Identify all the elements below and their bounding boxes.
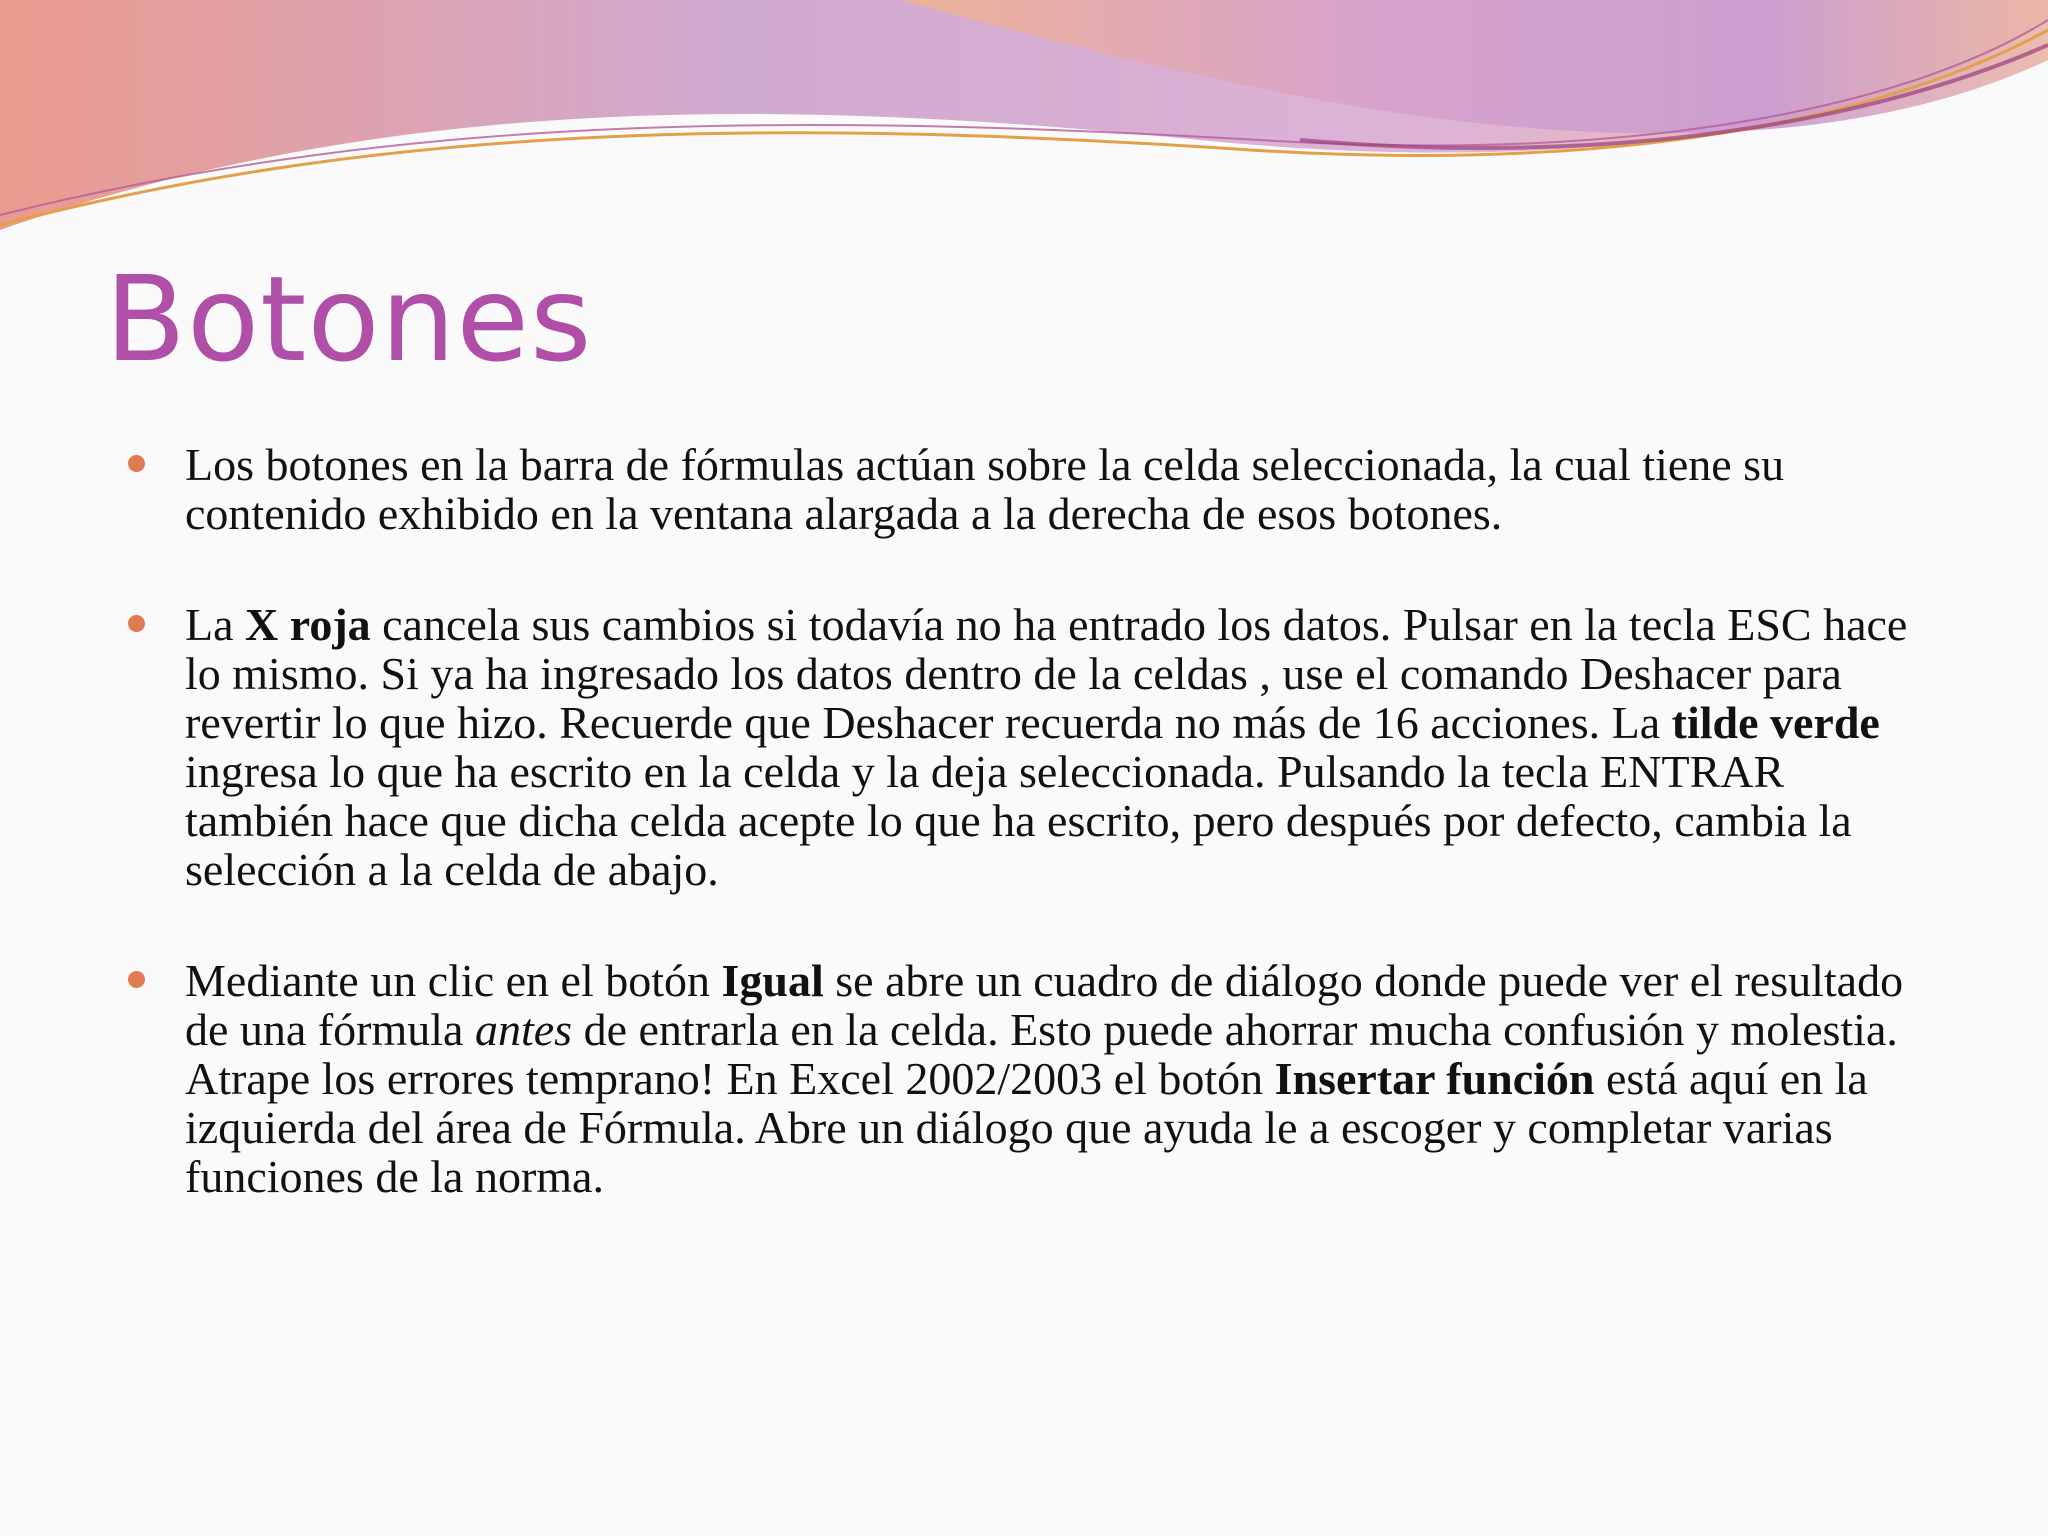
bullet-dot-icon [128, 455, 145, 472]
header-wave-decoration [0, 0, 2048, 240]
bullet-item [120, 600, 1940, 894]
bullet-segment: La [185, 599, 246, 650]
bullet-segment: Insertar función [1274, 1053, 1595, 1104]
bullet-list [120, 440, 1940, 1201]
bullet-segment: Mediante un clic en el botón [185, 955, 722, 1006]
bullet-segment: Los botones en la barra de fórmulas actúan sobre la celda seleccionada, la cual tiene su contenido exhibido en la ventana alargada a la derecha de esos botones. [185, 439, 1785, 539]
bullet-segment: antes [474, 1004, 573, 1055]
bullet-item [120, 956, 1940, 1201]
bullet-segment: X roja [245, 599, 371, 650]
bullet-dot-icon [128, 615, 145, 632]
bullet-item [120, 440, 1940, 538]
bullet-segment: se abre un cuadro de diálogo donde puede ver el resultado de una fórmula [185, 955, 1904, 1055]
bullet-text [185, 955, 1903, 1202]
bullet-segment: de entrarla en la celda. Esto puede ahorrar mucha confusión y molestia. Atrape los errores temprano! En Excel 2002/2003 el botón [185, 1004, 1898, 1104]
slide-title: Botones [105, 250, 593, 388]
bullet-text [185, 599, 1907, 895]
bullet-segment: cancela sus cambios si todavía no ha entrado los datos. Pulsar en la tecla ESC hace lo mismo. Si ya ha ingresado los datos dentro de la celdas , use el comando Deshacer para revertir lo que hizo. Recuerde que Deshacer recuerda no más de 16 acciones. La [185, 599, 1908, 748]
bullet-segment: tilde verde [1671, 697, 1880, 748]
bullet-text [185, 439, 1784, 539]
bullet-dot-icon [128, 971, 145, 988]
bullet-segment: Igual [721, 955, 824, 1006]
bullet-segment: ingresa lo que ha escrito en la celda y la deja seleccionada. Pulsando la tecla ENTRAR también hace que dicha celda acepte lo que ha escrito, pero después por defecto, cambia la selección a la celda de abajo. [185, 746, 1852, 895]
bullet-segment: está aquí en la izquierda del área de Fórmula. Abre un diálogo que ayuda le a escoger y completar varias funciones de la norma. [185, 1053, 1868, 1202]
